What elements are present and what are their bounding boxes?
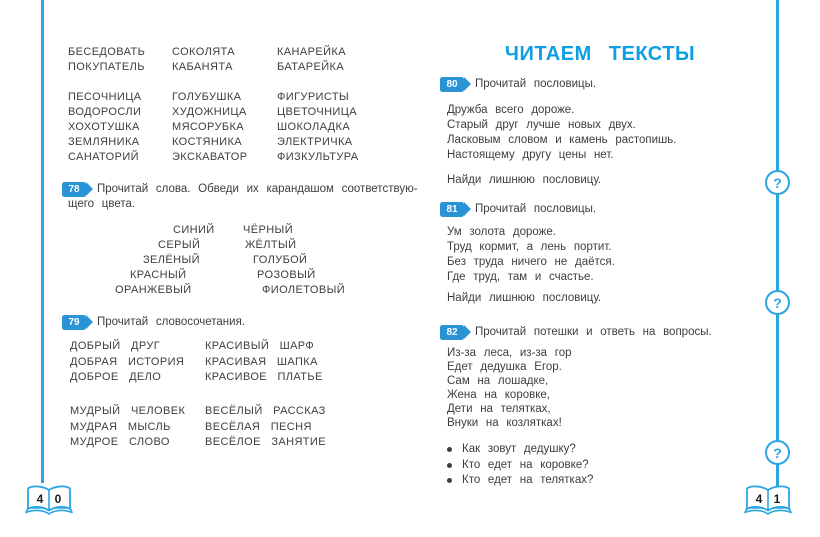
word: ЭКСКАВАТОР bbox=[172, 151, 248, 163]
proverb-line: Дружба всего дороже. bbox=[447, 104, 575, 116]
word-pairs-group-1 bbox=[70, 340, 323, 387]
exercise-instruction-continued: щего цвета. bbox=[68, 198, 136, 210]
bullet-icon bbox=[447, 447, 452, 452]
color-word: ЖЁЛТЫЙ bbox=[245, 239, 297, 251]
proverbs-list bbox=[447, 225, 615, 285]
word: СОКОЛЯТА bbox=[172, 46, 236, 58]
word: ПОКУПАТЕЛЬ bbox=[68, 61, 145, 73]
question-mark-icon: ? bbox=[765, 170, 790, 195]
color-word: ЧЁРНЫЙ bbox=[243, 224, 293, 236]
color-word: КРАСНЫЙ bbox=[130, 269, 187, 281]
question-item bbox=[447, 473, 593, 489]
right-page bbox=[440, 0, 780, 537]
color-word: СЕРЫЙ bbox=[158, 239, 201, 251]
exercise-number-badge: 82 bbox=[440, 325, 464, 340]
left-margin-rule bbox=[41, 0, 44, 483]
color-word: ЗЕЛЁНЫЙ bbox=[143, 254, 200, 266]
color-word: ФИОЛЕТОВЫЙ bbox=[262, 284, 346, 296]
question-text: Кто едет на коровке? bbox=[462, 458, 589, 471]
color-word: ГОЛУБОЙ bbox=[253, 254, 308, 266]
exercise-instruction: Прочитай потешки и ответь на вопросы. bbox=[475, 326, 712, 338]
color-word: РОЗОВЫЙ bbox=[257, 269, 316, 281]
word-pair: ДОБРАЯ ИСТОРИЯ bbox=[70, 355, 185, 368]
question-item bbox=[447, 458, 593, 474]
followup-task: Найди лишнюю пословицу. bbox=[447, 174, 602, 186]
rhyme-line: Внуки на козлятках! bbox=[447, 417, 562, 429]
rhyme-text bbox=[447, 346, 572, 430]
bullet-icon bbox=[447, 463, 452, 468]
page-number-digit: 4 bbox=[36, 492, 44, 506]
word-pair: МУДРАЯ МЫСЛЬ bbox=[70, 420, 171, 433]
followup-task: Найди лишнюю пословицу. bbox=[447, 292, 602, 304]
rhyme-line: Жена на коровке, bbox=[447, 389, 550, 401]
open-book-icon bbox=[744, 484, 792, 518]
word-pair: ДОБРЫЙ ДРУГ bbox=[70, 340, 161, 352]
open-book-icon bbox=[25, 484, 73, 518]
word: ЗЕМЛЯНИКА bbox=[68, 136, 140, 148]
exercise-number-badge: 81 bbox=[440, 202, 464, 217]
word-pair: КРАСИВЫЙ ШАРФ bbox=[205, 340, 315, 352]
word-list-group-1 bbox=[68, 45, 346, 75]
rhyme-line: Сам на лошадке, bbox=[447, 375, 549, 387]
color-word: СИНИЙ bbox=[173, 224, 215, 236]
word-list-group-2 bbox=[68, 90, 358, 165]
word-pair: КРАСИВАЯ ШАПКА bbox=[205, 355, 318, 368]
word: ХОХОТУШКА bbox=[68, 121, 140, 133]
color-word-row bbox=[60, 269, 420, 284]
color-word: ОРАНЖЕВЫЙ bbox=[115, 284, 192, 296]
exercise-instruction: Прочитай пословицы. bbox=[475, 78, 597, 90]
word-pair: МУДРОЕ СЛОВО bbox=[70, 436, 170, 448]
exercise-instruction: Прочитай пословицы. bbox=[475, 203, 597, 215]
word: ФИГУРИСТЫ bbox=[277, 91, 350, 103]
color-word-row bbox=[60, 239, 420, 254]
exercise-number-badge: 80 bbox=[440, 77, 464, 92]
proverbs-list bbox=[447, 103, 676, 163]
word: КОСТЯНИКА bbox=[172, 136, 243, 148]
exercise-number-badge: 79 bbox=[62, 315, 86, 330]
proverb-line: Ласковым словом и камень растопишь. bbox=[447, 134, 677, 146]
word: ЭЛЕКТРИЧКА bbox=[277, 136, 353, 148]
word-pairs-group-2 bbox=[70, 405, 326, 452]
word-pair: ДОБРОЕ ДЕЛО bbox=[70, 371, 162, 383]
word-pair: ВЕСЁЛАЯ ПЕСНЯ bbox=[205, 420, 312, 433]
section-title: ЧИТАЕМ ТЕКСТЫ bbox=[504, 43, 696, 65]
word: МЯСОРУБКА bbox=[172, 121, 245, 133]
page-number-digit: 1 bbox=[773, 492, 781, 506]
word-pair: КРАСИВОЕ ПЛАТЬЕ bbox=[205, 371, 323, 383]
word: САНАТОРИЙ bbox=[68, 151, 139, 163]
exercise-number-badge: 78 bbox=[62, 182, 86, 197]
question-item bbox=[447, 442, 593, 458]
word-pair: ВЕСЁЛЫЙ РАССКАЗ bbox=[205, 405, 326, 417]
word: ШОКОЛАДКА bbox=[277, 121, 351, 133]
page-number-digit: 0 bbox=[54, 492, 62, 506]
word: ХУДОЖНИЦА bbox=[172, 106, 247, 118]
rhyme-line: Из-за леса, из-за гор bbox=[447, 347, 572, 359]
exercise-instruction: Прочитай слова. Обведи их карандашом соответствую- bbox=[97, 183, 418, 195]
question-mark-icon: ? bbox=[765, 290, 790, 315]
word: БЕСЕДОВАТЬ bbox=[68, 46, 146, 58]
question-mark-icon: ? bbox=[765, 440, 790, 465]
color-word-row bbox=[60, 254, 420, 269]
proverb-line: Труд кормит, а лень портит. bbox=[447, 241, 612, 253]
word: ЦВЕТОЧНИЦА bbox=[277, 106, 358, 118]
word: ГОЛУБУШКА bbox=[172, 91, 242, 103]
word: КАБАНЯТА bbox=[172, 61, 233, 73]
rhyme-line: Едет дедушка Егор. bbox=[447, 361, 562, 373]
color-words-list bbox=[60, 224, 420, 299]
page-number-digit: 4 bbox=[755, 492, 763, 506]
proverb-line: Ум золота дороже. bbox=[447, 226, 556, 238]
question-text: Как зовут дедушку? bbox=[462, 443, 576, 456]
word: ФИЗКУЛЬТУРА bbox=[277, 151, 359, 163]
proverb-line: Где труд, там и счастье. bbox=[447, 271, 594, 283]
word: БАТАРЕЙКА bbox=[277, 61, 345, 73]
proverb-line: Без труда ничего не даётся. bbox=[447, 256, 615, 268]
color-word-row bbox=[60, 284, 420, 299]
left-page bbox=[60, 0, 420, 537]
rhyme-line: Дети на телятках, bbox=[447, 403, 551, 415]
proverb-line: Старый друг лучше новых двух. bbox=[447, 119, 636, 131]
proverb-line: Настоящему другу цены нет. bbox=[447, 149, 614, 161]
word: ПЕСОЧНИЦА bbox=[68, 91, 142, 103]
word: КАНАРЕЙКА bbox=[277, 46, 346, 58]
word-pair: МУДРЫЙ ЧЕЛОВЕК bbox=[70, 405, 186, 417]
color-word-row bbox=[60, 224, 420, 239]
questions-list bbox=[447, 442, 593, 489]
bullet-icon bbox=[447, 478, 452, 483]
word: ВОДОРОСЛИ bbox=[68, 106, 142, 118]
exercise-instruction: Прочитай словосочетания. bbox=[97, 316, 245, 328]
question-text: Кто едет на телятках? bbox=[462, 474, 594, 487]
word-pair: ВЕСЁЛОЕ ЗАНЯТИЕ bbox=[205, 436, 326, 448]
